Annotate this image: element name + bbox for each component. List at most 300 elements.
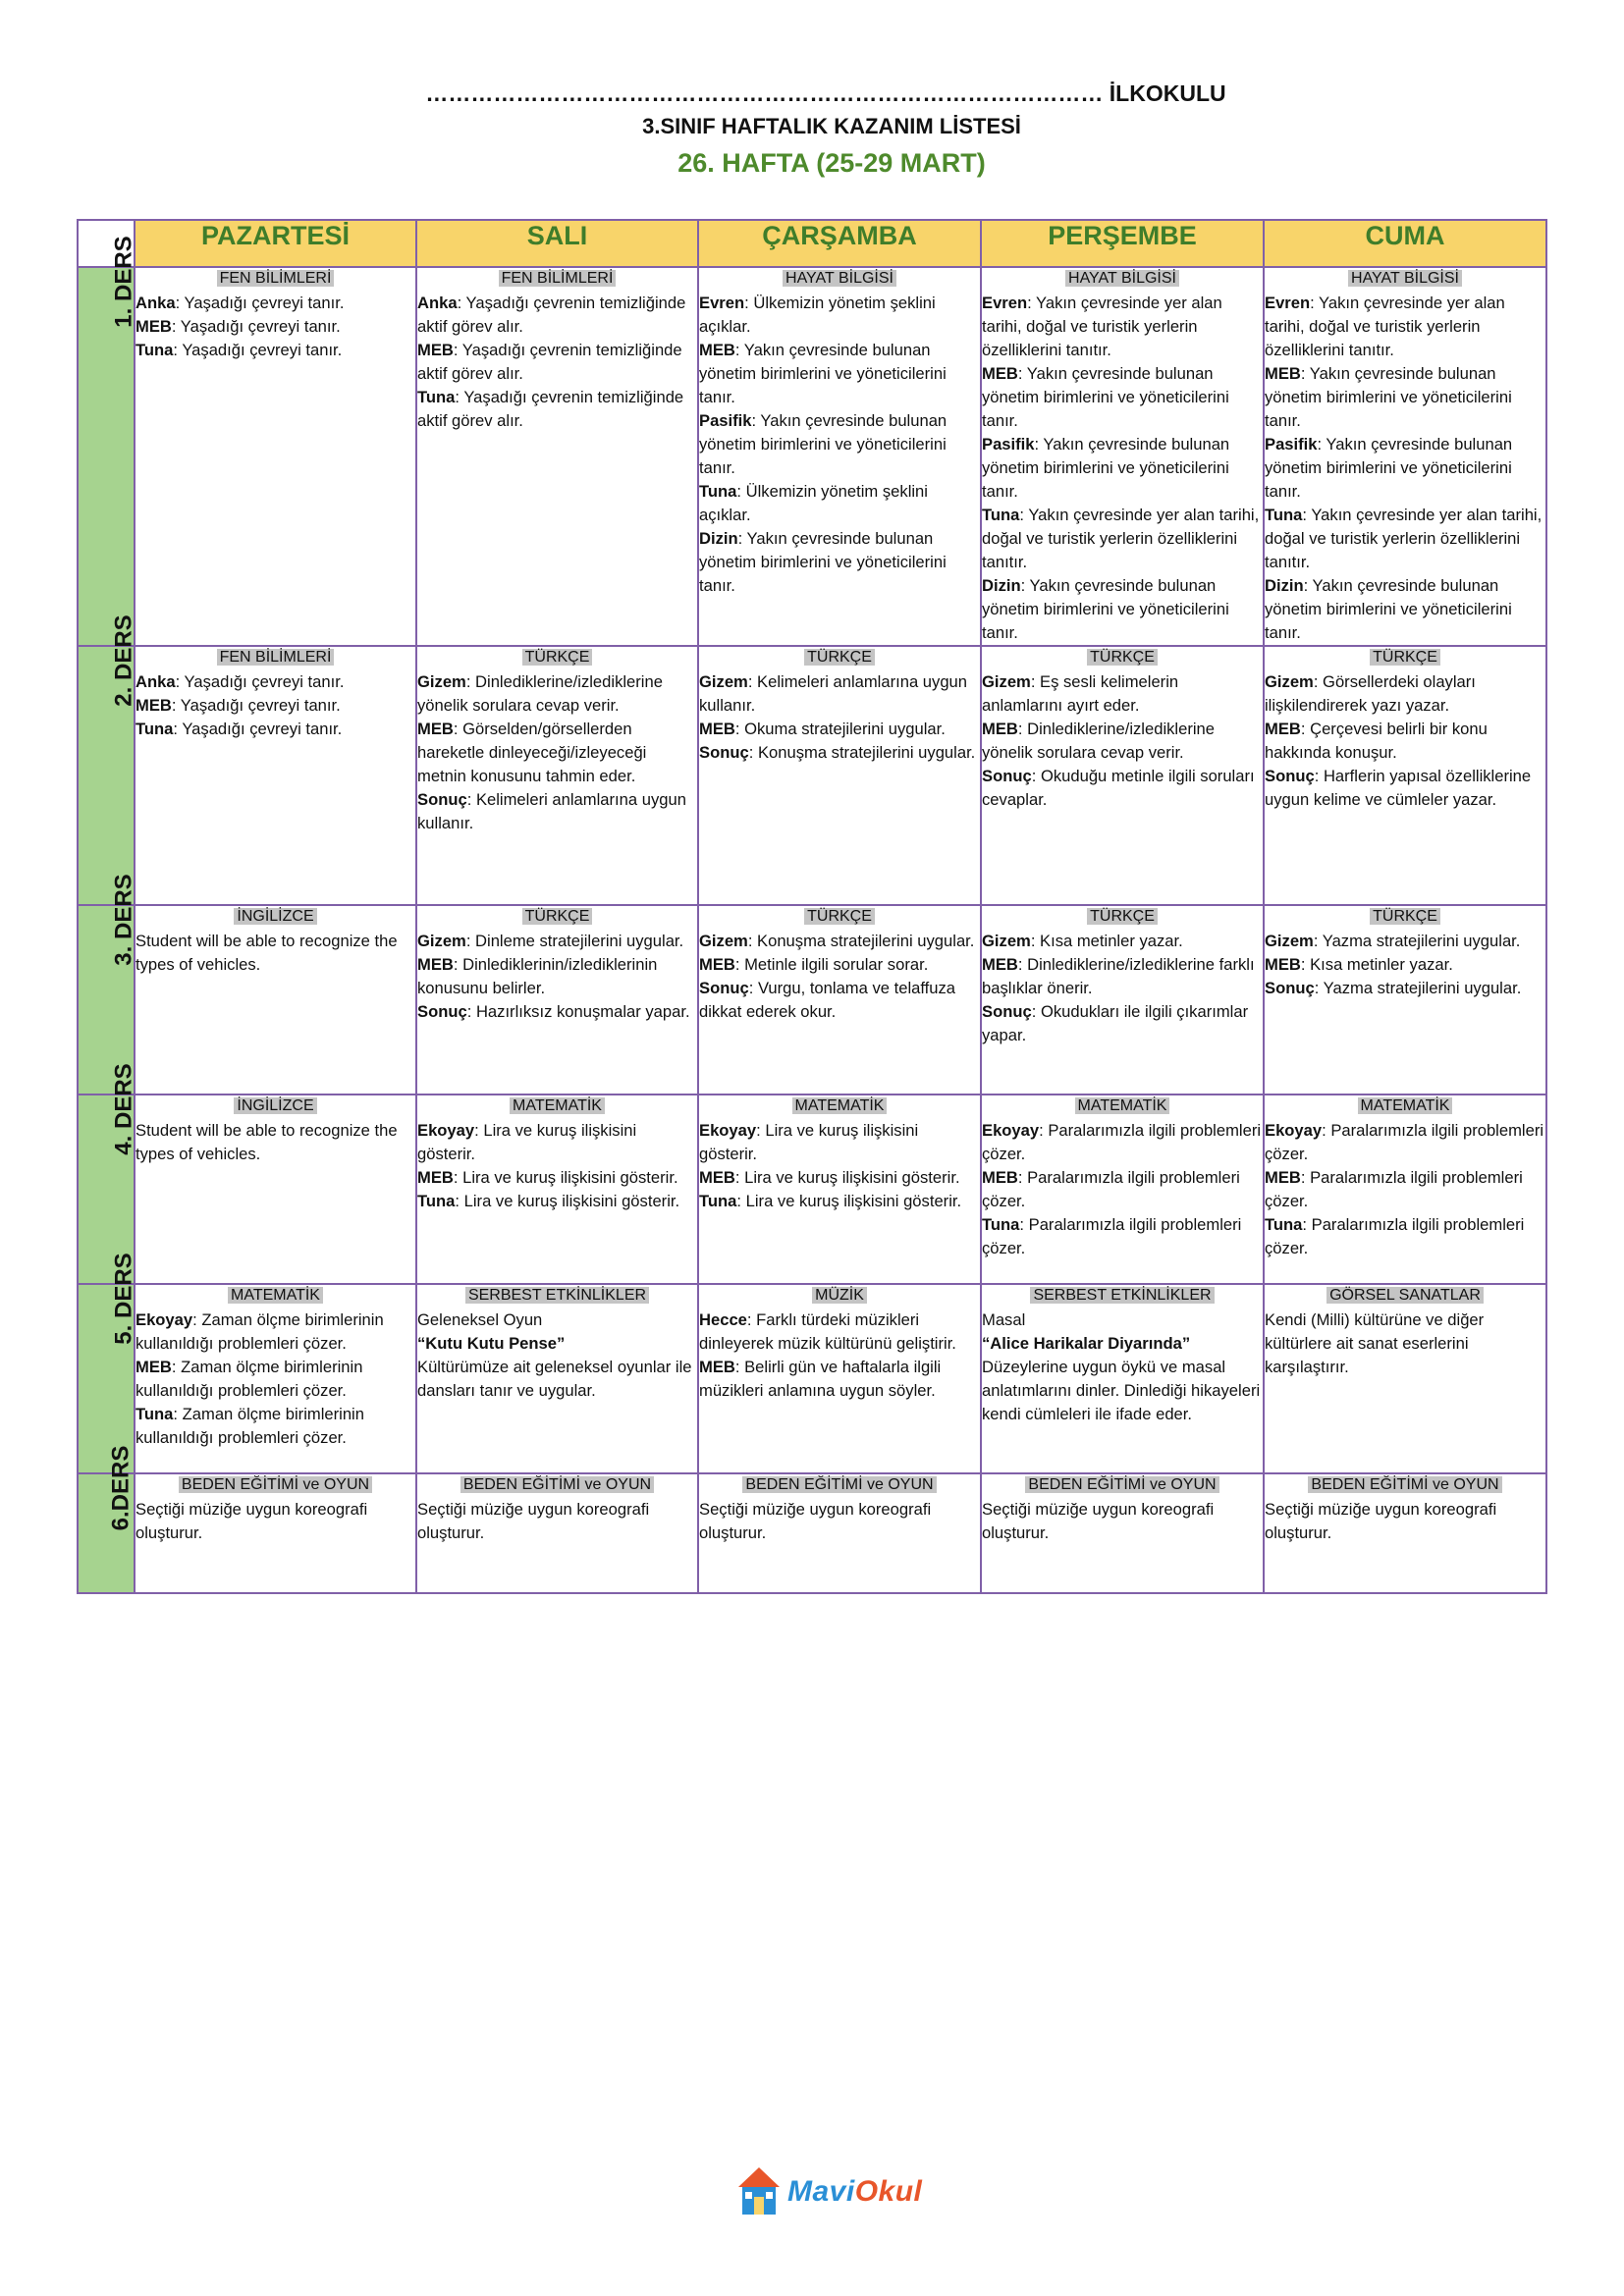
outcome-line <box>1265 1213 1545 1260</box>
subject-label <box>135 268 415 289</box>
outcome-text: : Yaşadığı çevrenin temizliğinde aktif görev alır. <box>417 341 682 383</box>
publisher-name: Ekoyay <box>417 1121 475 1140</box>
outcome-line <box>699 930 980 953</box>
lesson-cell <box>135 905 416 1095</box>
day-header: SALI <box>416 220 698 267</box>
outcome-line <box>417 1308 697 1332</box>
period-label-cell <box>78 1445 135 1593</box>
outcome-text: : Yakın çevresinde yer alan tarihi, doğal ve turistik yerlerin özelliklerini tanıtır. <box>1265 506 1543 571</box>
lesson-cell <box>135 1095 416 1284</box>
outcome-line <box>417 1356 697 1403</box>
outcome-text: : Eş sesli kelimelerin anlamlarını ayırt eder. <box>982 672 1179 715</box>
outcome-text: : Yakın çevresinde bulunan yönetim birimlerini ve yöneticilerini tanır. <box>1265 364 1512 430</box>
outcome-text: : Lira ve kuruş ilişkisini gösterir. <box>734 1168 960 1187</box>
outcome-text: : Yaşadığı çevreyi tanır. <box>175 672 345 691</box>
mavi-okul-logo <box>736 2165 922 2218</box>
publisher-name: Tuna <box>1265 1215 1303 1234</box>
publisher-name: MEB <box>699 341 735 359</box>
outcome-text: : Vurgu, tonlama ve telaffuza dikkat ederek okur. <box>699 979 956 1021</box>
subject-badge: BEDEN EĞİTİMİ ve OYUN <box>1308 1476 1501 1493</box>
outcome-line <box>1265 977 1545 1000</box>
publisher-name: MEB <box>135 317 172 336</box>
outcome-text: : Ülkemizin yönetim şeklini açıklar. <box>699 482 928 524</box>
outcome-text: : Kelimeleri anlamlarına uygun kullanır. <box>699 672 968 715</box>
document-title: 3.SINIF HAFTALIK KAZANIM LİSTESİ <box>642 114 1021 138</box>
publisher-name: Tuna <box>417 388 456 406</box>
outcome-line <box>1265 574 1545 645</box>
subject-label <box>417 1474 697 1495</box>
publisher-name: Tuna <box>135 1405 174 1423</box>
outcome-line <box>699 1166 980 1190</box>
outcome-line <box>417 339 697 386</box>
subject-badge: TÜRKÇE <box>804 908 875 925</box>
outcome-line <box>982 292 1263 362</box>
lesson-cell <box>1264 646 1546 905</box>
subject-label <box>699 1095 980 1116</box>
outcome-text: : Paralarımızla ilgili problemleri çözer. <box>982 1168 1240 1210</box>
subject-label <box>1265 1474 1545 1495</box>
outcome-text: : Yakın çevresinde bulunan yönetim birimlerini ve yöneticilerini tanır. <box>699 411 947 477</box>
period-label: 3. DERS <box>110 874 137 966</box>
outcome-text: : Ülkemizin yönetim şeklini açıklar. <box>699 294 936 336</box>
outcome-text: : Yakın çevresinde bulunan yönetim birimlerini ve yöneticilerini tanır. <box>982 435 1230 501</box>
outcome-line <box>1265 1308 1545 1379</box>
subject-badge: MATEMATİK <box>510 1097 605 1114</box>
publisher-name: Anka <box>417 294 458 312</box>
outcome-line <box>982 670 1263 718</box>
publisher-name: MEB <box>699 1168 735 1187</box>
outcome-line <box>982 1308 1263 1332</box>
outcome-line <box>135 1403 415 1450</box>
activity-title: “Kutu Kutu Pense” <box>417 1334 566 1353</box>
outcome-line <box>699 670 980 718</box>
lesson-cell <box>1264 1473 1546 1593</box>
outcome-text: Kendi (Milli) kültürüne ve diğer kültürlere ait sanat eserlerini karşılaştırır. <box>1265 1310 1485 1376</box>
subject-label <box>417 1285 697 1306</box>
publisher-name: Tuna <box>699 1192 737 1210</box>
period-label: 2. DERS <box>110 614 137 707</box>
subject-label <box>982 647 1263 667</box>
subject-badge: TÜRKÇE <box>522 908 593 925</box>
outcome-line <box>417 788 697 835</box>
outcome-line <box>417 292 697 339</box>
publisher-name: MEB <box>699 1358 735 1376</box>
subject-label <box>135 647 415 667</box>
day-header: ÇARŞAMBA <box>698 220 981 267</box>
publisher-name: MEB <box>417 1168 454 1187</box>
period-row <box>78 646 1546 905</box>
outcome-line <box>699 480 980 527</box>
outcome-text: : Yaşadığı çevrenin temizliğinde aktif görev alır. <box>417 294 686 336</box>
subject-badge: MATEMATİK <box>1358 1097 1453 1114</box>
subject-badge: MATEMATİK <box>792 1097 888 1114</box>
publisher-name: Gizem <box>699 672 748 691</box>
outcome-text: : Yakın çevresinde bulunan yönetim birimlerini ve yöneticilerini tanır. <box>1265 576 1512 642</box>
subject-label <box>699 906 980 927</box>
publisher-name: MEB <box>982 720 1018 738</box>
outcome-text: : Yaşadığı çevrenin temizliğinde aktif görev alır. <box>417 388 684 430</box>
publisher-name: Sonuç <box>699 743 749 762</box>
subject-badge: GÖRSEL SANATLAR <box>1326 1287 1484 1304</box>
weekly-plan-table <box>77 219 1547 1594</box>
period-label: 6.DERS <box>107 1445 135 1531</box>
subject-label <box>982 1285 1263 1306</box>
period-label-cell <box>78 236 137 646</box>
outcome-line <box>699 409 980 480</box>
outcome-line <box>1265 1498 1545 1545</box>
outcome-line <box>135 292 415 315</box>
subject-label <box>1265 1285 1545 1306</box>
subject-label <box>417 906 697 927</box>
publisher-name: MEB <box>699 955 735 974</box>
day-header: CUMA <box>1264 220 1546 267</box>
lesson-cell <box>981 1473 1264 1593</box>
period-label: 5. DERS <box>110 1253 137 1345</box>
outcome-text: : Kelimeleri anlamlarına uygun kullanır. <box>417 790 686 832</box>
publisher-name: Tuna <box>135 720 174 738</box>
publisher-name: MEB <box>982 1168 1018 1187</box>
outcome-line <box>982 1119 1263 1166</box>
outcome-line <box>982 504 1263 574</box>
outcome-line <box>699 977 980 1024</box>
publisher-name: Pasifik <box>982 435 1035 454</box>
outcome-text: : Yazma stratejilerini uygular. <box>1314 979 1522 997</box>
outcome-text: Düzeylerine uygun öykü ve masal anlatımlarını dinler. Dinlediği hikayeleri kendi cümleleri ile ifade eder. <box>982 1358 1261 1423</box>
outcome-line <box>135 1119 415 1166</box>
publisher-name: Sonuç <box>417 1002 467 1021</box>
outcome-text: : Görselden/görsellerden hareketle dinleyeceği/izleyeceği metnin konusunu tahmin eder. <box>417 720 647 785</box>
outcome-text: : Görsellerdeki olayları ilişkilendirerek yazı yazar. <box>1265 672 1476 715</box>
outcome-text: : Yaşadığı çevreyi tanır. <box>173 341 343 359</box>
publisher-name: MEB <box>135 1358 172 1376</box>
lesson-cell <box>698 905 981 1095</box>
subject-badge: İNGİLİZCE <box>234 908 316 925</box>
outcome-text: : Yaşadığı çevreyi tanır. <box>175 294 345 312</box>
subject-badge: BEDEN EĞİTİMİ ve OYUN <box>742 1476 936 1493</box>
outcome-line <box>982 362 1263 433</box>
lesson-cell <box>135 1284 416 1473</box>
lesson-cell <box>1264 1284 1546 1473</box>
outcome-text: : Dinlediklerine/izlediklerine yönelik sorulara cevap verir. <box>417 672 663 715</box>
publisher-name: Gizem <box>1265 672 1314 691</box>
period-label: 1. DERS <box>110 236 137 328</box>
subject-badge: BEDEN EĞİTİMİ ve OYUN <box>460 1476 654 1493</box>
outcome-text: : Hazırlıksız konuşmalar yapar. <box>466 1002 690 1021</box>
outcome-line <box>982 718 1263 765</box>
outcome-text: : Yakın çevresinde bulunan yönetim birimlerini ve yöneticilerini tanır. <box>699 341 947 406</box>
subject-badge: TÜRKÇE <box>1087 649 1158 666</box>
day-header: PAZARTESİ <box>135 220 416 267</box>
publisher-name: MEB <box>1265 1168 1301 1187</box>
lesson-cell <box>981 1095 1264 1284</box>
subject-label <box>135 1095 415 1116</box>
day-header-row <box>78 220 1546 267</box>
outcome-line <box>1265 930 1545 953</box>
outcome-text: : Okudukları ile ilgili çıkarımlar yapar. <box>982 1002 1249 1044</box>
outcome-text: : Dinleme stratejilerini uygular. <box>465 932 684 950</box>
house-icon <box>736 2165 782 2218</box>
subject-label <box>982 268 1263 289</box>
outcome-text: : Dinlediklerine/izlediklerine yönelik sorulara cevap verir. <box>982 720 1216 762</box>
subject-label <box>417 268 697 289</box>
outcome-text: : Zaman ölçme birimlerinin kullanıldığı problemleri çözer. <box>135 1310 384 1353</box>
outcome-line <box>417 1119 697 1166</box>
subject-label <box>982 906 1263 927</box>
plan-body <box>78 236 1546 1593</box>
outcome-line <box>982 1332 1263 1356</box>
outcome-text: : Harflerin yapısal özelliklerine uygun kelime ve cümleler yazar. <box>1265 767 1532 809</box>
outcome-text: : Paralarımızla ilgili problemleri çözer. <box>1265 1215 1525 1257</box>
outcome-line <box>699 1498 980 1545</box>
outcome-text: Masal <box>982 1310 1026 1329</box>
outcome-line <box>135 694 415 718</box>
subject-badge: TÜRKÇE <box>804 649 875 666</box>
outcome-text: : Kısa metinler yazar. <box>1300 955 1453 974</box>
publisher-name: Evren <box>699 294 745 312</box>
publisher-name: Sonuç <box>982 1002 1032 1021</box>
outcome-line <box>699 1308 980 1356</box>
period-row <box>78 1284 1546 1473</box>
subject-badge: MATEMATİK <box>228 1287 323 1304</box>
period-row <box>78 1473 1546 1593</box>
publisher-name: Tuna <box>982 1215 1020 1234</box>
lesson-cell <box>416 1473 698 1593</box>
subject-label <box>982 1095 1263 1116</box>
publisher-name: MEB <box>699 720 735 738</box>
week-title: 26. HAFTA (25-29 MART) <box>677 148 986 178</box>
outcome-line <box>417 953 697 1000</box>
subject-label <box>1265 268 1545 289</box>
lesson-cell <box>416 905 698 1095</box>
lesson-cell <box>698 267 981 646</box>
outcome-text: : Yakın çevresinde bulunan yönetim birimlerini ve yöneticilerini tanır. <box>1265 435 1513 501</box>
outcome-line <box>1265 670 1545 718</box>
outcome-text: Seçtiği müziğe uygun koreografi oluşturur. <box>982 1500 1215 1542</box>
lesson-cell <box>1264 1095 1546 1284</box>
publisher-name: MEB <box>982 364 1018 383</box>
subject-badge: MATEMATİK <box>1075 1097 1170 1114</box>
publisher-name: Pasifik <box>1265 435 1318 454</box>
lesson-cell <box>981 646 1264 905</box>
outcome-line <box>135 1356 415 1403</box>
publisher-name: Evren <box>1265 294 1311 312</box>
outcome-line <box>982 953 1263 1000</box>
subject-badge: SERBEST ETKİNLİKLER <box>465 1287 649 1304</box>
outcome-text: : Yakın çevresinde bulunan yönetim birimlerini ve yöneticilerini tanır. <box>699 529 947 595</box>
outcome-text: : Dinlediklerinin/izlediklerinin konusunu belirler. <box>417 955 658 997</box>
lesson-cell <box>698 1473 981 1593</box>
publisher-name: Gizem <box>982 932 1031 950</box>
outcome-line <box>982 1166 1263 1213</box>
outcome-line <box>1265 718 1545 765</box>
publisher-name: Anka <box>135 672 176 691</box>
publisher-name: Sonuç <box>699 979 749 997</box>
publisher-name: Dizin <box>982 576 1021 595</box>
outcome-line <box>135 670 415 694</box>
publisher-name: Gizem <box>417 672 466 691</box>
outcome-line <box>417 1166 697 1190</box>
publisher-name: MEB <box>1265 364 1301 383</box>
lesson-cell <box>416 1095 698 1284</box>
publisher-name: Evren <box>982 294 1028 312</box>
outcome-text: : Belirli gün ve haftalarla ilgili müzikleri anlamına uygun söyler. <box>699 1358 942 1400</box>
publisher-name: Tuna <box>1265 506 1303 524</box>
outcome-text: : Farklı türdeki müzikleri dinleyerek müzik kültürünü geliştirir. <box>699 1310 956 1353</box>
lesson-cell <box>981 267 1264 646</box>
activity-title: “Alice Harikalar Diyarında” <box>982 1334 1191 1353</box>
outcome-text: Seçtiği müziğe uygun koreografi oluşturur. <box>699 1500 932 1542</box>
subject-badge: TÜRKÇE <box>1370 649 1440 666</box>
subject-label <box>699 1285 980 1306</box>
publisher-name: MEB <box>1265 955 1301 974</box>
outcome-line <box>982 1213 1263 1260</box>
lesson-cell <box>135 1473 416 1593</box>
outcome-line <box>417 1000 697 1024</box>
period-row <box>78 267 1546 646</box>
subject-badge: SERBEST ETKİNLİKLER <box>1030 1287 1214 1304</box>
subject-label <box>417 1095 697 1116</box>
subject-badge: TÜRKÇE <box>1370 908 1440 925</box>
publisher-name: Ekoyay <box>135 1310 193 1329</box>
outcome-text: : Metinle ilgili sorular sorar. <box>734 955 929 974</box>
subject-badge: TÜRKÇE <box>522 649 593 666</box>
outcome-text: : Yakın çevresinde yer alan tarihi, doğal ve turistik yerlerin özelliklerini tanıtır. <box>982 294 1222 359</box>
outcome-text: : Yaşadığı çevreyi tanır. <box>171 317 341 336</box>
outcome-text: : Lira ve kuruş ilişkisini gösterir. <box>455 1192 680 1210</box>
publisher-name: MEB <box>982 955 1018 974</box>
school-name: ……………………………………………………………………………… İLKOKULU <box>425 80 1226 106</box>
outcome-text: : Yazma stratejilerini uygular. <box>1313 932 1521 950</box>
subject-badge: HAYAT BİLGİSİ <box>783 270 896 287</box>
outcome-text: : Yaşadığı çevreyi tanır. <box>171 696 341 715</box>
outcome-line <box>1265 1166 1545 1213</box>
publisher-name: MEB <box>417 955 454 974</box>
outcome-line <box>417 1498 697 1545</box>
outcome-line <box>1265 362 1545 433</box>
period-row <box>78 905 1546 1095</box>
publisher-name: Sonuç <box>982 767 1032 785</box>
outcome-line <box>417 386 697 433</box>
outcome-text: Student will be able to recognize the types of vehicles. <box>135 932 398 974</box>
outcome-line <box>1265 765 1545 812</box>
publisher-name: Tuna <box>982 506 1020 524</box>
outcome-line <box>699 953 980 977</box>
subject-badge: İNGİLİZCE <box>234 1097 316 1114</box>
publisher-name: Hecce <box>699 1310 747 1329</box>
lesson-cell <box>416 267 698 646</box>
outcome-line <box>1265 504 1545 574</box>
publisher-name: Tuna <box>135 341 174 359</box>
outcome-text: : Yakın çevresinde yer alan tarihi, doğal ve turistik yerlerin özelliklerini tanıtır. <box>1265 294 1505 359</box>
outcome-line <box>699 1119 980 1166</box>
publisher-name: Ekoyay <box>982 1121 1040 1140</box>
outcome-line <box>1265 292 1545 362</box>
outcome-text: Seçtiği müziğe uygun koreografi oluşturur. <box>135 1500 368 1542</box>
subject-label <box>417 647 697 667</box>
publisher-name: Pasifik <box>699 411 752 430</box>
outcome-text: : Yakın çevresinde bulunan yönetim birimlerini ve yöneticilerini tanır. <box>982 576 1229 642</box>
subject-badge: FEN BİLİMLERİ <box>499 270 617 287</box>
subject-label <box>699 1474 980 1495</box>
outcome-text: : Dinlediklerine/izlediklerine farklı başlıklar önerir. <box>982 955 1255 997</box>
publisher-name: Tuna <box>699 482 737 501</box>
outcome-text: Kültürümüze ait geleneksel oyunlar ile dansları tanır ve uygular. <box>417 1358 692 1400</box>
outcome-text: : Konuşma stratejilerini uygular. <box>747 932 975 950</box>
subject-label <box>135 1474 415 1495</box>
outcome-text: : Yaşadığı çevreyi tanır. <box>173 720 343 738</box>
outcome-line <box>982 1000 1263 1047</box>
outcome-line <box>699 339 980 409</box>
outcome-line <box>982 1498 1263 1545</box>
outcome-line <box>135 1308 415 1356</box>
lesson-cell <box>981 905 1264 1095</box>
publisher-name: MEB <box>135 696 172 715</box>
publisher-name: Sonuç <box>1265 767 1315 785</box>
outcome-line <box>417 1332 697 1356</box>
subject-label <box>1265 1095 1545 1116</box>
subject-badge: HAYAT BİLGİSİ <box>1065 270 1179 287</box>
outcome-line <box>417 718 697 788</box>
subject-label <box>1265 647 1545 667</box>
subject-label <box>135 906 415 927</box>
outcome-text: Seçtiği müziğe uygun koreografi oluşturur. <box>1265 1500 1497 1542</box>
publisher-name: Gizem <box>417 932 466 950</box>
lesson-cell <box>416 646 698 905</box>
logo-text-accent: Okul <box>854 2175 923 2208</box>
outcome-line <box>135 718 415 741</box>
publisher-name: Anka <box>135 294 176 312</box>
outcome-line <box>982 930 1263 953</box>
subject-label <box>699 647 980 667</box>
publisher-name: MEB <box>417 341 454 359</box>
outcome-line <box>982 433 1263 504</box>
lesson-cell <box>135 646 416 905</box>
outcome-text: : Paralarımızla ilgili problemleri çözer. <box>982 1121 1262 1163</box>
outcome-line <box>982 1356 1263 1426</box>
outcome-line <box>417 1190 697 1213</box>
lesson-cell <box>698 1284 981 1473</box>
subject-badge: BEDEN EĞİTİMİ ve OYUN <box>179 1476 372 1493</box>
outcome-text: : Okuduğu metinle ilgili soruları cevaplar. <box>982 767 1255 809</box>
lesson-cell <box>416 1284 698 1473</box>
outcome-text: : Çerçevesi belirli bir konu hakkında konuşur. <box>1265 720 1488 762</box>
lesson-cell <box>1264 905 1546 1095</box>
lesson-cell <box>1264 267 1546 646</box>
outcome-text: Student will be able to recognize the types of vehicles. <box>135 1121 398 1163</box>
publisher-name: Gizem <box>699 932 748 950</box>
subject-badge: TÜRKÇE <box>1087 908 1158 925</box>
outcome-line <box>135 930 415 977</box>
outcome-text: : Yakın çevresinde bulunan yönetim birimlerini ve yöneticilerini tanır. <box>982 364 1229 430</box>
outcome-line <box>135 1498 415 1545</box>
outcome-text: : Lira ve kuruş ilişkisini gösterir. <box>699 1121 919 1163</box>
outcome-line <box>417 930 697 953</box>
outcome-text: : Paralarımızla ilgili problemleri çözer. <box>1265 1121 1544 1163</box>
subject-badge: FEN BİLİMLERİ <box>217 649 335 666</box>
logo-text-main: Mavi <box>787 2175 855 2208</box>
outcome-text: : Lira ve kuruş ilişkisini gösterir. <box>417 1121 637 1163</box>
subject-badge: MÜZİK <box>812 1287 867 1304</box>
day-header: PERŞEMBE <box>981 220 1264 267</box>
outcome-line <box>135 315 415 339</box>
lesson-cell <box>981 1284 1264 1473</box>
outcome-line <box>699 1356 980 1403</box>
outcome-line <box>699 1190 980 1213</box>
outcome-text: : Konuşma stratejilerini uygular. <box>748 743 976 762</box>
outcome-text: : Okuma stratejilerini uygular. <box>734 720 946 738</box>
outcome-line <box>982 765 1263 812</box>
outcome-line <box>699 527 980 598</box>
